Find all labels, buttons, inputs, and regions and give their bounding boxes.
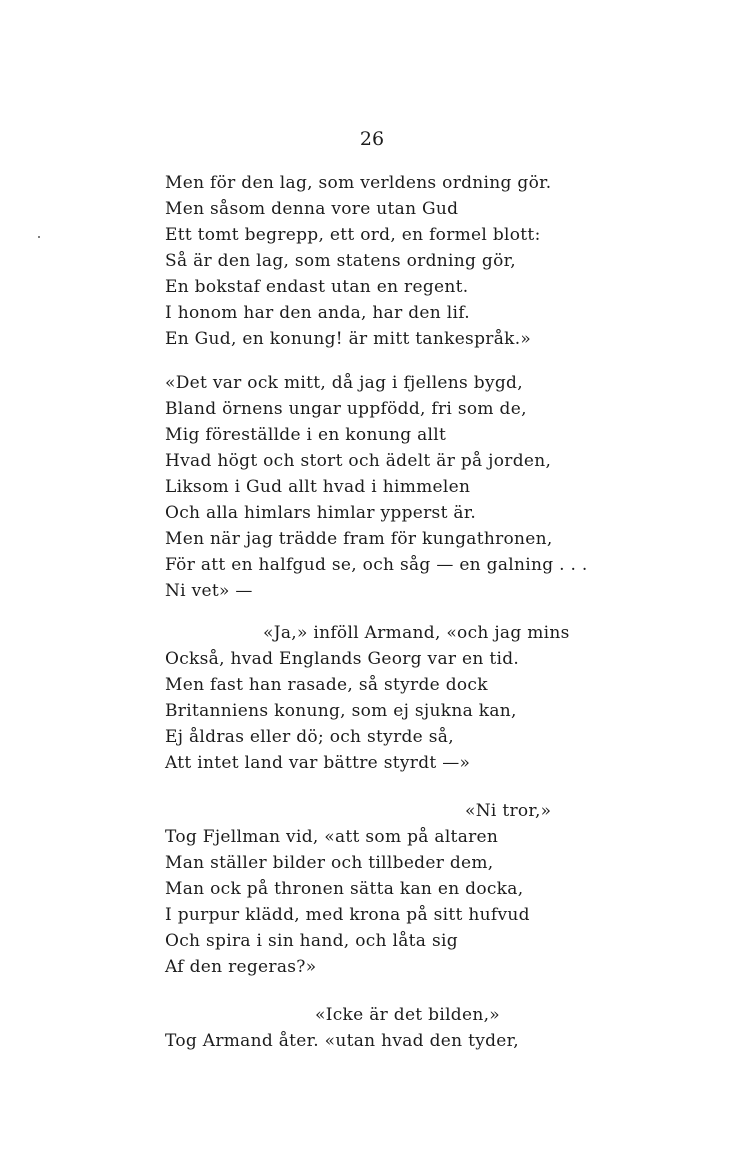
verse-line-indented: «Ni tror,»: [465, 801, 552, 821]
verse-line: Britanniens konung, som ej sjukna kan,: [165, 701, 517, 721]
verse-line: Men fast han rasade, så styrde dock: [165, 675, 488, 695]
verse-line: Ett tomt begrepp, ett ord, en formel blott:: [165, 225, 541, 245]
verse-line: Och spira i sin hand, och låta sig: [165, 931, 458, 951]
verse-line: I purpur klädd, med krona på sitt hufvud: [165, 905, 530, 925]
verse-line: En Gud, en konung! är mitt tankespråk.»: [165, 329, 532, 349]
verse-line: Liksom i Gud allt hvad i himmelen: [165, 477, 471, 497]
verse-line: Af den regeras?»: [165, 957, 317, 977]
verse-line: En bokstaf endast utan en regent.: [165, 277, 469, 297]
verse-line: För att en halfgud se, och såg — en galning . . .: [165, 555, 588, 575]
verse-line: Också, hvad Englands Georg var en tid.: [165, 649, 520, 669]
verse-line: Men när jag trädde fram för kungathronen,: [165, 529, 553, 549]
verse-line: Hvad högt och stort och ädelt är på jorden,: [165, 451, 552, 471]
verse-line: Tog Fjellman vid, «att som på altaren: [165, 827, 499, 847]
verse-line: Att intet land var bättre styrdt —»: [165, 753, 471, 773]
verse-line: Så är den lag, som statens ordning gör,: [165, 251, 516, 271]
verse-line: Och alla himlars himlar ypperst är.: [165, 503, 477, 523]
verse-line: Man ock på thronen sätta kan en docka,: [165, 879, 524, 899]
verse-line: Ni vet» —: [165, 581, 253, 601]
stanza-4: [165, 798, 725, 980]
verse-line: I honom har den anda, har den lif.: [165, 303, 470, 323]
verse-line: Tog Armand åter. «utan hvad den tyder,: [165, 1031, 519, 1051]
verse-line: Men såsom denna vore utan Gud: [165, 199, 459, 219]
verse-line: Man ställer bilder och tillbeder dem,: [165, 853, 494, 873]
verse-line: Mig föreställde i en konung allt: [165, 425, 447, 445]
stanza-2: [165, 370, 725, 604]
verse-line-indented: «Ja,» inföll Armand, «och jag mins: [263, 623, 570, 643]
page-number: 26: [359, 128, 385, 150]
verse-line: Men för den lag, som verldens ordning gör.: [165, 173, 552, 193]
verse-line-indented: «Icke är det bilden,»: [315, 1005, 500, 1025]
stray-mark: [38, 236, 40, 238]
verse-line: Ej åldras eller dö; och styrde så,: [165, 727, 454, 747]
stanza-3: [165, 620, 725, 776]
verse-line: «Det var ock mitt, då jag i fjellens bygd,: [165, 373, 523, 393]
stanza-1: [165, 170, 725, 352]
stanza-5: [165, 1002, 725, 1054]
verse-line: Bland örnens ungar uppfödd, fri som de,: [165, 399, 527, 419]
